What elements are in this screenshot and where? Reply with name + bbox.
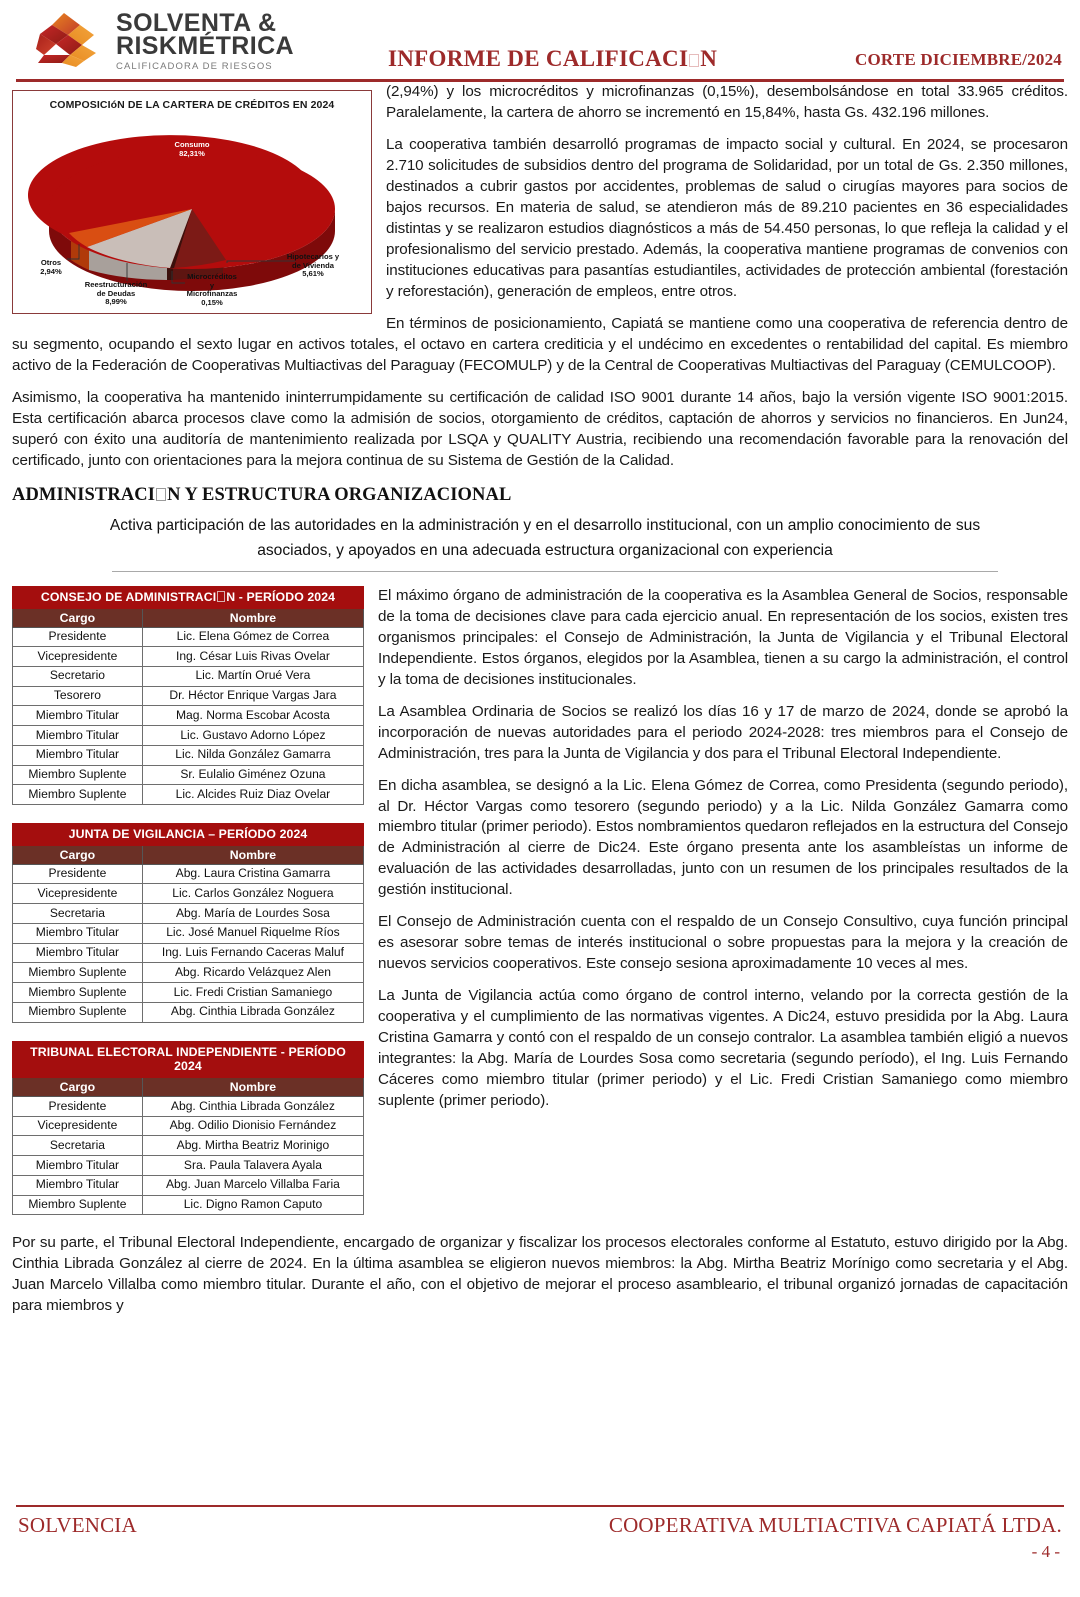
table-header-row (13, 608, 364, 627)
report-title (388, 46, 717, 72)
right-paragraph-3: En dicha asamblea, se designó a la Lic. Elena Gómez de Correa, como Presidenta (segundo periodo), al Dr. Héctor Vargas como tesorero (segundo periodo) y a la Lic. Nilda González Gamarra como miembro titular (primer periodo). Estos nombramientos quedaron reflejados en la estructura del Consejo de Administración al cierre de Dic24. Este órgano presenta ante los asambleístas un informe de evaluación de las actividades desarrolladas, junto con un resumen de los principales resultados de la gestión institucional. (378, 776, 1068, 899)
column-header-nombre: Nombre (142, 845, 363, 864)
column-header-cargo: Cargo (13, 608, 143, 627)
pie-label-otros: Otros 2,94% (40, 258, 62, 276)
table-row (13, 1195, 364, 1215)
right-paragraph-5: La Junta de Vigilancia actúa como órgano de control interno, velando por la correcta gestión de la cooperativa y el cumplimiento de las normativas vigentes. A Dic24, estuvo presidida por la Abg. Laura Cristina Gamarra y contó con el respaldo de un consejo contralor. La asamblea también eligió a nuevos integrantes: la Abg. María de Lourdes Sosa como secretaria (segundo período), el Ing. Luis Fernando Cáceres como miembro titular (primer periodo) y el Lic. Fredi Cristian Samaniego como miembro suplente (primer periodo). (378, 987, 1068, 1110)
table-title-cell: TRIBUNAL ELECTORAL INDEPENDIENTE - PERÍODO 2024 (13, 1041, 364, 1078)
cell-nombre: Abg. Mirtha Beatriz Morinigo (142, 1136, 363, 1156)
cell-nombre: Abg. Ricardo Velázquez Alen (142, 963, 363, 983)
table-consejo-administracion (12, 586, 364, 805)
right-paragraph-1: El máximo órgano de administración de la cooperativa es la Asamblea General de Socios, responsable de la toma de decisiones clave para cada ejercicio anual. En representación de los socios, existen tres organismos principales: el Consejo de Administración, la Junta de Vigilancia y el Tribunal Electoral Independiente. Estos órganos, elegidos por la Asamblea, tienen a su cargo la administración, el control y la toma de decisiones institucionales. (378, 586, 1068, 688)
table-row (13, 1097, 364, 1117)
cell-nombre: Lic. Carlos González Noguera (142, 884, 363, 904)
right-paragraph-4: El Consejo de Administración cuenta con el respaldo de un Consejo Consultivo, cuya función principal es asesorar sobre temas de interés institucional o sobre propuestas para la mejora y la creación de nuevos servicios cooperativos. Este consejo sesiona aproximadamente 10 veces al mes. (378, 913, 1068, 973)
page-header (0, 0, 1080, 82)
table-row (13, 864, 364, 884)
cell-cargo: Vicepresidente (13, 647, 143, 667)
table-row (13, 1116, 364, 1136)
report-title-after: N (700, 46, 718, 71)
cell-nombre: Abg. Juan Marcelo Villalba Faria (142, 1175, 363, 1195)
cell-cargo: Presidente (13, 864, 143, 884)
callout-divider (112, 571, 998, 572)
pie-label-reestructuracion: Reestructuración de Deudas 8,99% (84, 280, 148, 307)
table-row (13, 943, 364, 963)
cell-cargo: Presidente (13, 1097, 143, 1117)
intro-paragraph-2: La cooperativa también desarrolló programas de impacto social y cultural. En 2024, se procesaron 2.710 solicitudes de subsidios dentro del programa de Solidaridad, por un total de Gs. 2.350 millones, destinados a cubrir gastos por accidentes, problemas de salud o cirugías mayores para socios de bajos recursos. En materia de salud, se atendieron más de 89.210 pacientes en 36 especialidades distintas y se realizaron estudios diagnósticos a más de 54.450 personas, lo que refleja la calidad y el profesionalismo del servicio prestado. Además, la cooperativa mantiene programas de convenios con instituciones educativas para pasantías estudiantiles, actividades de protección ambiental (forestación y reforestación), generación de empleos, entre otros. (386, 135, 1068, 300)
cell-nombre: Ing. Luis Fernando Caceras Maluf (142, 943, 363, 963)
table-row (13, 923, 364, 943)
company-logo (34, 8, 295, 72)
table-row (13, 1156, 364, 1176)
cell-nombre: Abg. Laura Cristina Gamarra (142, 864, 363, 884)
table-row (13, 745, 364, 765)
pie-chart-stage (19, 113, 365, 308)
cell-cargo: Vicepresidente (13, 1116, 143, 1136)
cell-cargo: Miembro Suplente (13, 765, 143, 785)
solventa-logo-icon (34, 11, 106, 71)
column-header-cargo: Cargo (13, 845, 143, 864)
pie-label-hipotecarios: Hipotecarios y de Vivienda 5,61% (286, 252, 340, 279)
page-footer (12, 1505, 1068, 1597)
column-header-nombre: Nombre (142, 1078, 363, 1097)
intro-paragraph-3: En términos de posicionamiento, Capiatá se mantiene como una cooperativa de referencia dentro de su segmento, ocupando el sexto lugar en activos totales, el octavo en cartera crediticia y el undécimo en excedentes o rentabilidad del capital. Es miembro activo de la Federación de Cooperativas Multiactivas del Paraguay (FECOMULP) y de la Central de Cooperativas Multiactivas del Paraguay (CEMULCOOP). (12, 314, 1068, 374)
section-heading (12, 485, 1068, 506)
cell-nombre: Lic. Martín Orué Vera (142, 666, 363, 686)
cell-cargo: Tesorero (13, 686, 143, 706)
table-row (13, 765, 364, 785)
table-row (13, 627, 364, 647)
cell-nombre: Mag. Norma Escobar Acosta (142, 706, 363, 726)
cell-cargo: Secretaria (13, 904, 143, 924)
cell-cargo: Presidente (13, 627, 143, 647)
column-header-nombre: Nombre (142, 608, 363, 627)
cell-cargo: Miembro Titular (13, 706, 143, 726)
logo-wordmark (116, 8, 295, 72)
cell-cargo: Miembro Suplente (13, 1195, 143, 1215)
cell-nombre: Lic. Elena Gómez de Correa (142, 627, 363, 647)
missing-glyph-box (217, 591, 225, 602)
cell-cargo: Miembro Titular (13, 923, 143, 943)
cell-nombre: Sr. Eulalio Giménez Ozuna (142, 765, 363, 785)
table-header-row (13, 1078, 364, 1097)
cell-cargo: Miembro Titular (13, 745, 143, 765)
closing-paragraph: Por su parte, el Tribunal Electoral Independiente, encargado de organizar y fiscalizar los procesos electorales conforme al Estatuto, estuvo dirigido por la Abg. Cinthia Librada González al cierre de 2024. En la última asamblea se eligieron nuevos miembros: la Abg. Mirtha Beatriz Morínigo como secretaria y el Abg. Juan Marcelo Villalba como miembro titular. Durante el año, con el objetivo de mejorar el proceso asambleario, el tribunal organizó jornadas de capacitación para miembros y (12, 1234, 1068, 1315)
tables-and-text-columns (12, 586, 1068, 1234)
cell-nombre: Abg. Cinthia Librada González (142, 1002, 363, 1022)
cell-nombre: Lic. Nilda González Gamarra (142, 745, 363, 765)
section-callout: Activa participación de las autoridades en la administración y en el desarrollo institucional, con un amplio conocimiento de sus asociados, y apoyados en una adecuada estructura organizacional con experiencia (109, 517, 981, 559)
logo-line-2: RISKMÉTRICA (116, 31, 295, 60)
missing-glyph-box (156, 488, 166, 501)
table-title-row (13, 824, 364, 846)
table-row (13, 726, 364, 746)
cell-nombre: Dr. Héctor Enrique Vargas Jara (142, 686, 363, 706)
cell-cargo: Miembro Suplente (13, 785, 143, 805)
table-tribunal-electoral (12, 1041, 364, 1216)
page-number: - 4 - (1031, 1542, 1060, 1561)
intro-paragraph-1: (2,94%) y los microcréditos y microfinanzas (0,15%), desembolsándose en total 33.965 créditos. Paralelamente, la cartera de ahorro se incrementó en 15,84%, hasta Gs. 432.196 millones. (386, 83, 1068, 121)
logo-line-1: SOLVENTA & (116, 8, 277, 37)
cell-cargo: Miembro Suplente (13, 963, 143, 983)
table-row (13, 686, 364, 706)
pie-label-consumo: Consumo 82,31% (174, 140, 210, 158)
table-row (13, 963, 364, 983)
cell-cargo: Secretario (13, 666, 143, 686)
cell-cargo: Miembro Titular (13, 726, 143, 746)
table-row (13, 1136, 364, 1156)
org-tables-column (12, 586, 364, 1234)
cell-nombre: Abg. Cinthia Librada González (142, 1097, 363, 1117)
cell-nombre: Lic. Fredi Cristian Samaniego (142, 983, 363, 1003)
cell-nombre: Lic. Gustavo Adorno López (142, 726, 363, 746)
table-title-cell: JUNTA DE VIGILANCIA – PERÍODO 2024 (13, 824, 364, 846)
table-row (13, 706, 364, 726)
right-paragraph-2: La Asamblea Ordinaria de Socios se realizó los días 16 y 17 de marzo de 2024, donde se aprobó la incorporación de nuevas autoridades para el periodo 2024-2028: tres miembros para el Consejo de Administración, tres para la Junta de Vigilancia y dos para el Tribunal Electoral Independiente. (378, 702, 1068, 762)
table-header-row (13, 845, 364, 864)
table-title-row (13, 586, 364, 608)
table-title-row (13, 1041, 364, 1078)
table-row (13, 884, 364, 904)
cell-nombre: Sra. Paula Talavera Ayala (142, 1156, 363, 1176)
cell-cargo: Miembro Suplente (13, 983, 143, 1003)
chart-container (12, 90, 372, 314)
footer-left-label: SOLVENCIA (18, 1513, 137, 1537)
table-row (13, 647, 364, 667)
pie-label-microcreditos: Microcréditos y Microfinanzas 0,15% (186, 272, 238, 308)
page-body (0, 82, 1080, 1317)
cell-nombre: Ing. César Luis Rivas Ovelar (142, 647, 363, 667)
cell-nombre: Abg. Odilio Dionisio Fernández (142, 1116, 363, 1136)
cell-nombre: Lic. José Manuel Riquelme Ríos (142, 923, 363, 943)
pie-chart-box (12, 90, 372, 314)
cell-cargo: Miembro Titular (13, 1156, 143, 1176)
cell-cargo: Secretaria (13, 1136, 143, 1156)
missing-glyph-box (689, 54, 699, 67)
logo-tagline: CALIFICADORA DE RIESGOS (116, 60, 273, 72)
intro-paragraph-4: Asimismo, la cooperativa ha mantenido ininterrumpidamente su certificación de calidad ISO 9001 durante 14 años, bajo la versión vigente ISO 9001:2015. Esta certificación abarca procesos clave como la admisión de socios, otorgamiento de créditos, captación de ahorros y servicios no financieros. En Jun24, superó con éxito una auditoría de mantenimiento realizada por LSQA y QUALITY Austria, recibiendo una recomendación favorable para la renovación del certificado, junto con orientaciones para la mejora continua de su Sistema de Gestión de la Calidad. (12, 388, 1068, 469)
table-row (13, 785, 364, 805)
table-row (13, 666, 364, 686)
table-row (13, 983, 364, 1003)
cell-cargo: Miembro Titular (13, 1175, 143, 1195)
footer-row (12, 1507, 1068, 1538)
table-row (13, 904, 364, 924)
right-text-column (378, 586, 1068, 1123)
chart-title: COMPOSICIóN DE LA CARTERA DE CRÉDITOS EN 2024 (49, 99, 335, 111)
report-title-before: INFORME DE CALIFICACI (388, 46, 689, 71)
report-period: CORTE DICIEMBRE/2024 (855, 50, 1062, 69)
table-row (13, 1175, 364, 1195)
cell-cargo: Miembro Suplente (13, 1002, 143, 1022)
cell-nombre: Abg. María de Lourdes Sosa (142, 904, 363, 924)
table-junta-vigilancia (12, 823, 364, 1023)
table-title-cell: CONSEJO DE ADMINISTRACI N - PERÍODO 2024 (13, 586, 364, 608)
column-header-cargo: Cargo (13, 1078, 143, 1097)
section-heading-before: ADMINISTRACI (12, 485, 156, 506)
cell-nombre: Lic. Alcides Ruiz Diaz Ovelar (142, 785, 363, 805)
section-heading-after: N Y ESTRUCTURA ORGANIZACIONAL (167, 485, 512, 506)
cell-cargo: Vicepresidente (13, 884, 143, 904)
footer-right-label: COOPERATIVA MULTIACTIVA CAPIATÁ LTDA. (608, 1513, 1062, 1537)
cell-nombre: Lic. Digno Ramon Caputo (142, 1195, 363, 1215)
cell-cargo: Miembro Titular (13, 943, 143, 963)
table-row (13, 1002, 364, 1022)
